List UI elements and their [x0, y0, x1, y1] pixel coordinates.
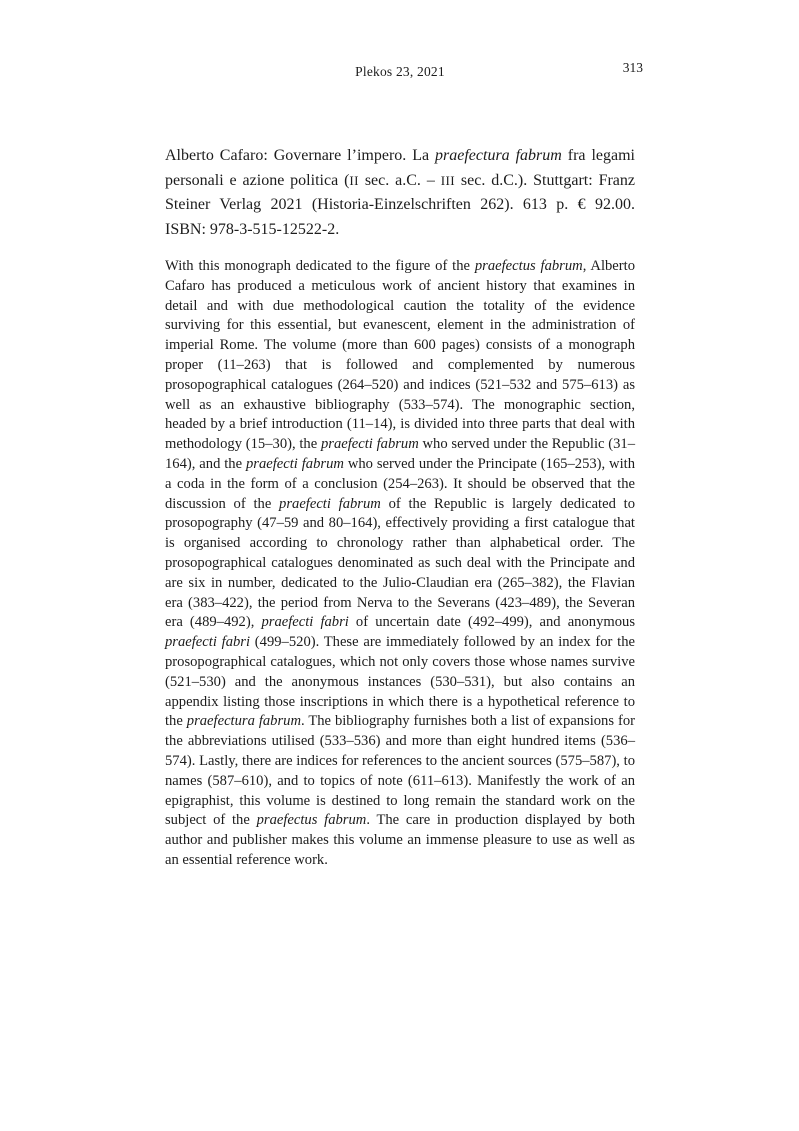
- page-header: [165, 60, 643, 84]
- page-number: 313: [622, 60, 643, 75]
- journal-title: Plekos 23, 2021: [355, 64, 445, 79]
- book-citation: Alberto Cafaro: Governare l’impero. La praefectura fabrum fra legami personali e azione politica (II sec. a.C. – III sec. d.C.). Stuttgart: Franz Steiner Verlag 2021 (Historia-Einzelschriften 262). 613 p. € 92.00. ISBN: 978-3-515-12522-2.: [165, 147, 636, 238]
- review-paragraph: With this monograph dedicated to the figure of the praefectus fabrum, Alberto Cafaro has produced a meticulous work of ancient history that examines in detail and with due methodological caution the totality of the evidence surviving for this essential, but evanescent, element in the administration of imperial Rome. The volume (more than 600 pages) consists of a monograph proper (11–263) that is followed and complemented by numerous prosopographical catalogues (264–520) and indices (521–532 and 575–613) as well as an exhaustive bibliography (533–574). The monographic section, headed by a brief introduction (11–14), is divided into three parts that deal with methodology (15–30), the praefecti fabrum who served under the Republic (31–164), and the praefecti fabrum who served under the Principate (165–253), with a coda in the form of a conclusion (254–263). It should be observed that the discussion of the praefecti fabrum of the Republic is largely dedicated to prosopography (47–59 and 80–164), effectively providing a first catalogue that is organised according to chronology rather than alphabetical order. The prosopographical catalogues denominated as such deal with the Principate and are six in number, dedicated to the Julio-Claudian era (265–382), the Flavian era (383–422), the period from Nerva to the Severans (423–489), the Severan era (489–492), praefecti fabri of uncertain date (492–499), and anonymous praefecti fabri (499–520). These are immediately followed by an index for the prosopographical catalogues, which not only covers those whose names survive (521–530) and the anonymous instances (530–531), but also contains an appendix listing those inscriptions in which there is a hypothetical reference to the praefectura fabrum. The bibliography furnishes both a list of expansions for the abbreviations utilised (533–536) and more than eight hundred items (536–574). Lastly, there are indices for references to the ancient sources (575–587), to names (587–610), and to topics of note (611–613). Manifestly the work of an epigraphist, this volume is destined to long remain the standard work on the subject of the praefectus fabrum. The care in production displayed by both author and publisher makes this volume an immense pleasure to use as well as an essential reference work.: [165, 258, 636, 868]
